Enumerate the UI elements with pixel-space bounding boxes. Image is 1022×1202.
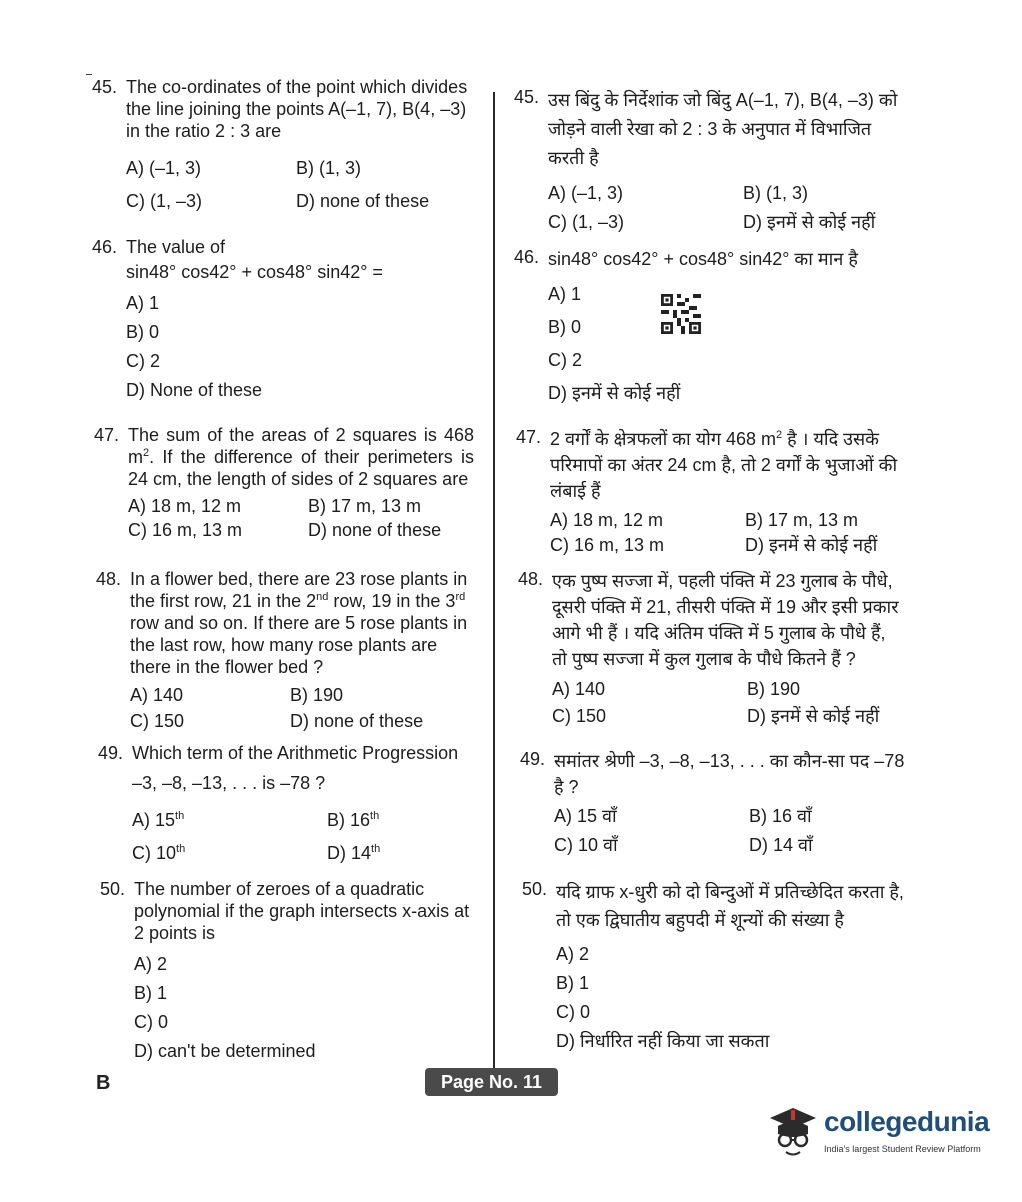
option-c: C) (1, –3) xyxy=(548,212,625,232)
option-d: D) 14th xyxy=(327,843,381,863)
question-number: 50. xyxy=(100,879,126,899)
question-text: 2 वर्गों के क्षेत्रफलों का योग 468 $m^2$ है । यदि उसके परिमापों का अंतर 24 cm है, तो 2 वर्गों के भुजाओं की लंबाई हैं xyxy=(550,429,898,501)
question-text: Which term of the Arithmetic Progression xyxy=(132,743,459,763)
question-text: एक पुष्प सज्जा में, पहली पंक्ति में 23 गुलाब के पौधे, दूसरी पंक्ति में 21, तीसरी पंक्ति में 19 और इसी प्रकार आगे भी हैं । यदि अंतिम पंक्ति में 5 गुलाब के पौधे हैं, तो पुष्प सज्जा में कुल गुलाब के पौधे कितने हैं ? xyxy=(552,571,899,669)
question-50-en xyxy=(100,878,472,1066)
question-47-en xyxy=(94,424,474,542)
options xyxy=(132,806,478,868)
question-45-en xyxy=(92,76,472,216)
option-a: A) 15th xyxy=(132,810,185,830)
qr-code xyxy=(661,294,701,334)
options xyxy=(128,494,474,542)
options xyxy=(126,154,472,216)
question-number: 48. xyxy=(518,569,544,589)
options xyxy=(548,278,899,410)
question-48-hi xyxy=(518,568,903,730)
options xyxy=(130,682,474,734)
option-c: C) 16 m, 13 m xyxy=(128,520,243,540)
question-text: The co-ordinates of the point which divides the line joining the points A(–1, 7), B(4, –3) in the ratio 2 : 3 are xyxy=(126,77,468,141)
option-b: B) 16 वाँ xyxy=(749,806,812,826)
options xyxy=(556,940,907,1056)
option-d: D) 14 वाँ xyxy=(749,835,813,855)
option-b: B) 190 xyxy=(747,679,801,699)
question-text: The sum of the areas of 2 squares is 468 $m^2$. If the difference of their perimeters is 24 cm, the length of sides of 2 squares are xyxy=(128,425,474,489)
options xyxy=(550,508,901,558)
option-a: A) 18 m, 12 m xyxy=(550,510,664,530)
option-c: C) 2 xyxy=(548,350,583,370)
option-a: A) 2 xyxy=(134,954,168,974)
option-d: D) none of these xyxy=(290,711,424,731)
question-text-line2: –3, –8, –13, . . . is –78 ? xyxy=(132,773,326,793)
option-a: A) 1 xyxy=(126,293,160,313)
question-46-en xyxy=(92,236,472,405)
question-number: 48. xyxy=(96,569,122,589)
option-d: D) none of these xyxy=(296,191,430,211)
option-b: B) (1, 3) xyxy=(743,183,809,203)
option-c: C) 0 xyxy=(134,1012,169,1032)
question-text: यदि ग्राफ x-धुरी को दो बिन्दुओं में प्रतिच्छेदित करता है, तो एक द्विघातीय बहुपदी में शून्यों की संख्या है xyxy=(556,882,904,930)
question-number: 49. xyxy=(520,749,546,769)
mascot-icon xyxy=(766,1100,820,1160)
option-c: C) 2 xyxy=(126,351,161,371)
option-b: B) 17 m, 13 m xyxy=(308,496,422,516)
options xyxy=(126,289,472,405)
question-text: sin48° cos42° + cos48° sin42° का मान है xyxy=(548,249,858,269)
question-49-en xyxy=(98,742,478,868)
option-b: B) 16th xyxy=(327,810,380,830)
option-c: C) 10 वाँ xyxy=(554,835,618,855)
option-d: D) None of these xyxy=(126,380,263,400)
options xyxy=(552,676,903,730)
collegedunia-logo xyxy=(764,1098,992,1168)
question-46-hi xyxy=(514,246,899,410)
option-a: A) 140 xyxy=(130,685,184,705)
option-b: B) 1 xyxy=(134,983,168,1003)
question-number: 50. xyxy=(522,879,548,899)
option-b: B) 0 xyxy=(126,322,160,342)
option-d: D) निर्धारित नहीं किया जा सकता xyxy=(556,1031,770,1051)
question-number: 46. xyxy=(514,247,540,267)
option-c: C) 150 xyxy=(130,711,185,731)
option-b: B) 0 xyxy=(548,317,582,337)
brand-tagline: India's largest Student Review Platform xyxy=(824,1144,981,1154)
option-b: B) 17 m, 13 m xyxy=(745,510,859,530)
option-b: B) 190 xyxy=(290,685,344,705)
option-a: A) 140 xyxy=(552,679,606,699)
option-b: B) (1, 3) xyxy=(296,158,362,178)
option-d: D) इनमें से कोई नहीं xyxy=(548,383,681,403)
option-c: C) (1, –3) xyxy=(126,191,203,211)
question-47-hi xyxy=(516,426,901,558)
option-d: D) इनमें से कोई नहीं xyxy=(743,212,876,232)
option-d: D) इनमें से कोई नहीं xyxy=(747,706,880,726)
option-d: D) none of these xyxy=(308,520,442,540)
option-a: A) 15 वाँ xyxy=(554,806,617,826)
brand-name: collegedunia xyxy=(824,1106,990,1137)
option-a: A) (–1, 3) xyxy=(126,158,202,178)
option-c: C) 16 m, 13 m xyxy=(550,535,665,555)
option-a: A) (–1, 3) xyxy=(548,183,624,203)
question-45-hi xyxy=(514,86,899,237)
option-c: C) 10th xyxy=(132,843,186,863)
column-divider xyxy=(493,92,495,1070)
question-number: 47. xyxy=(94,425,120,445)
option-d: D) can't be determined xyxy=(134,1041,316,1061)
scan-mark xyxy=(86,74,92,75)
options xyxy=(134,950,472,1066)
option-a: A) 2 xyxy=(556,944,590,964)
option-c: C) 0 xyxy=(556,1002,591,1022)
question-text: समांतर श्रेणी –3, –8, –13, . . . का कौन-सा पद –78 है ? xyxy=(554,751,905,797)
question-number: 45. xyxy=(514,87,540,107)
question-49-hi xyxy=(520,748,905,860)
question-text: उस बिंदु के निर्देशांक जो बिंदु A(–1, 7), B(4, –3) को जोड़ने वाली रेखा को 2 : 3 के अनुपात में विभाजित करती है xyxy=(548,90,898,168)
question-number: 45. xyxy=(92,77,118,97)
option-a: A) 1 xyxy=(548,284,582,304)
question-text: In a flower bed, there are 23 rose plants in the first row, 21 in the 2nd row, 19 in the 3rd row and so on. If there are 5 rose plants in the last row, how many rose plants are there in the flower bed ? xyxy=(130,569,468,677)
question-number: 46. xyxy=(92,237,118,257)
options xyxy=(554,802,905,860)
question-48-en xyxy=(96,568,474,734)
page-number: Page No. 11 xyxy=(425,1068,558,1096)
question-expression: sin48° cos42° + cos48° sin42° = xyxy=(126,262,383,282)
option-b: B) 1 xyxy=(556,973,590,993)
booklet-set: B xyxy=(96,1072,111,1094)
option-a: A) 18 m, 12 m xyxy=(128,496,242,516)
option-d: D) इनमें से कोई नहीं xyxy=(745,535,878,555)
question-text: The value of xyxy=(126,237,226,257)
option-c: C) 150 xyxy=(552,706,607,726)
question-number: 49. xyxy=(98,743,124,763)
question-text: The number of zeroes of a quadratic polynomial if the graph intersects x-axis at 2 points is xyxy=(134,879,470,943)
options xyxy=(548,179,899,237)
question-number: 47. xyxy=(516,427,542,447)
question-50-hi xyxy=(522,878,907,1056)
